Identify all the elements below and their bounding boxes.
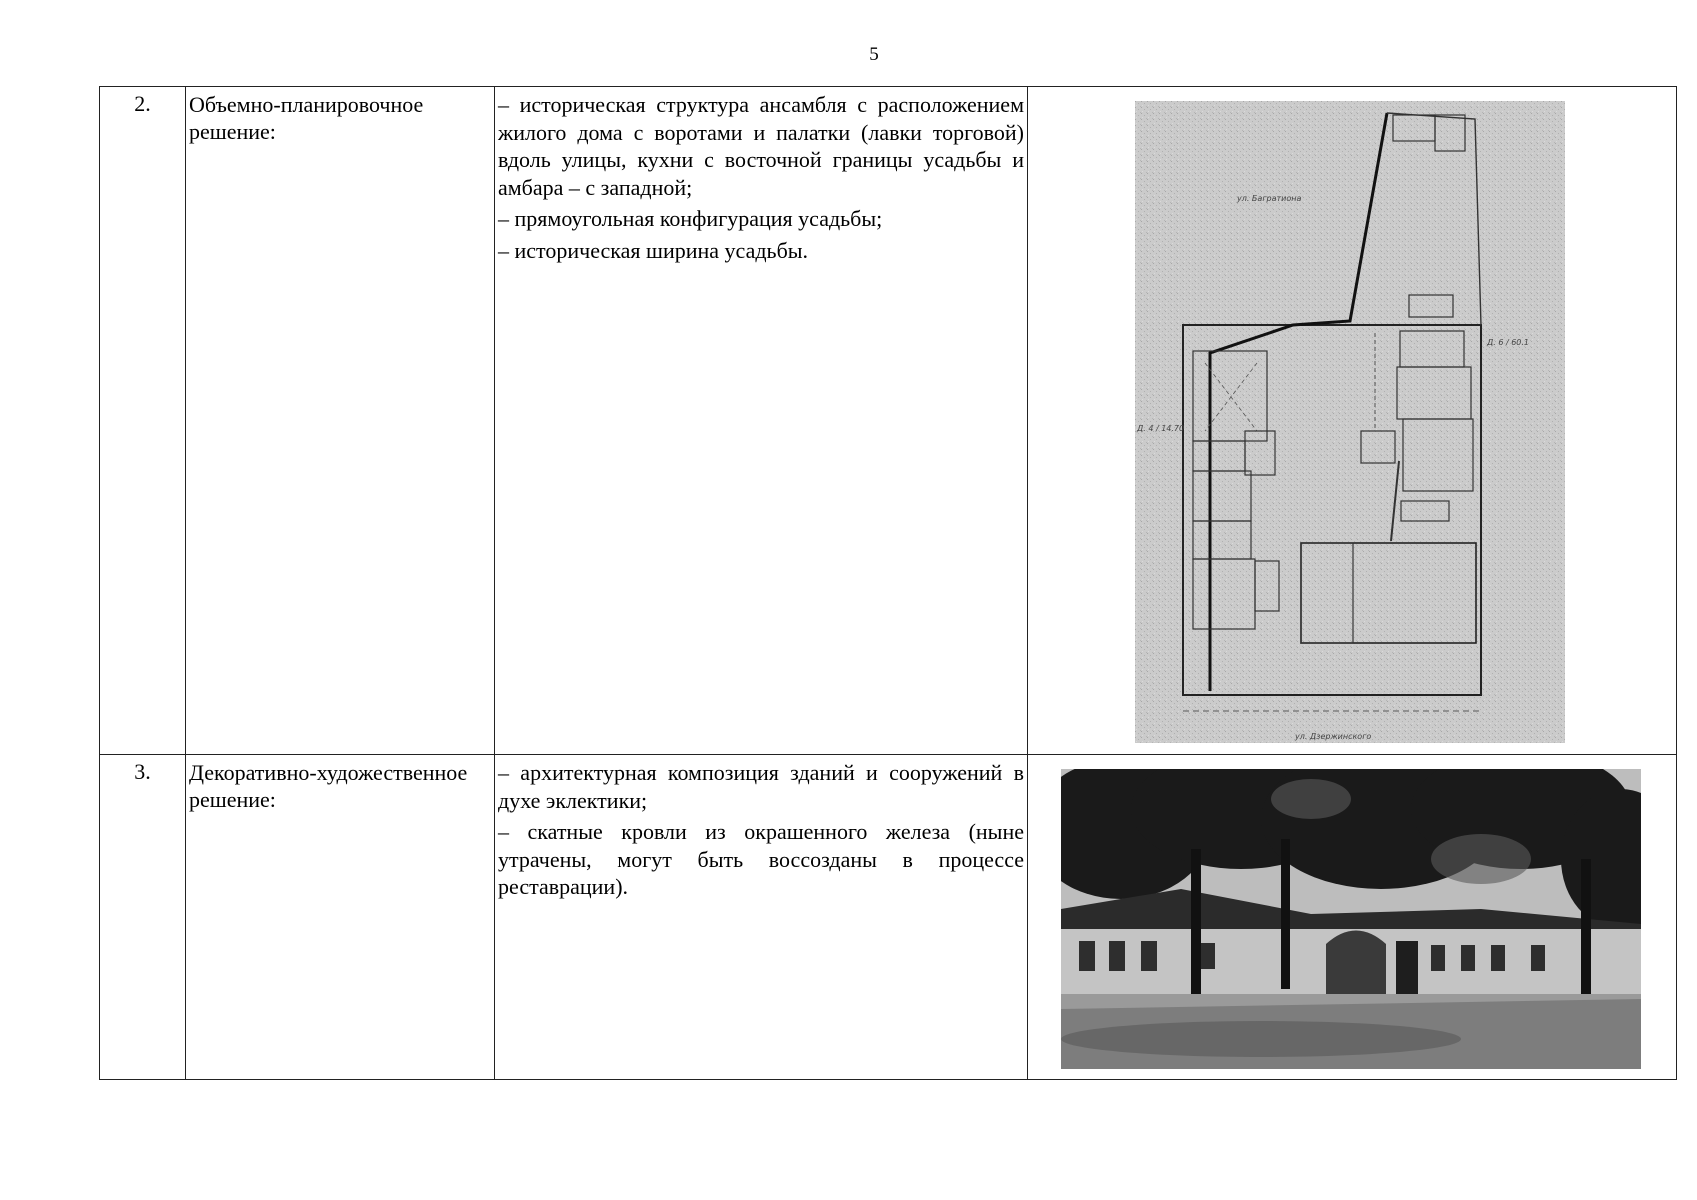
plan-street-label: ул. Багратиона xyxy=(1237,194,1302,203)
plan-neighbor-label: Д. 6 / 60.1 xyxy=(1487,338,1530,347)
image-cell xyxy=(1028,87,1677,755)
features-table xyxy=(99,86,1677,1080)
row-title: Декоративно-художественное решение: xyxy=(186,755,495,1080)
list-item: – прямоугольная конфигурация усадьбы; xyxy=(498,206,883,231)
plan-neighbor-label: Д. 4 / 14.70 xyxy=(1137,424,1185,433)
site-plan-drawing xyxy=(1135,101,1565,743)
plan-street-label: ул. Дзержинского xyxy=(1295,732,1372,741)
row-description xyxy=(495,755,1028,1080)
row-number: 3. xyxy=(100,755,186,1080)
building-photo-drawing xyxy=(1061,769,1641,1069)
list-item: – историческая ширина усадьбы. xyxy=(498,237,809,263)
page-number: 5 xyxy=(869,44,879,65)
image-cell xyxy=(1028,755,1677,1080)
row-number: 2. xyxy=(100,87,186,755)
list-item: – архитектурная композиция зданий и сооружений в духе эклектики; xyxy=(498,760,1024,813)
table-row xyxy=(100,87,1677,755)
site-plan-image xyxy=(1135,101,1565,743)
list-item: – историческая структура ансамбля с расположением жилого дома с воротами и палатки (лавки торговой) вдоль улицы, кухни с восточной границы усадьбы и амбара – с западной; xyxy=(498,92,1024,200)
row-description xyxy=(495,87,1028,755)
row-title: Объемно-планировочное решение: xyxy=(186,87,495,755)
table-row xyxy=(100,755,1677,1080)
building-photo xyxy=(1061,769,1641,1069)
list-item: – скатные кровли из окрашенного железа (ныне утрачены, могут быть воссозданы в процессе реставрации). xyxy=(498,819,1024,899)
